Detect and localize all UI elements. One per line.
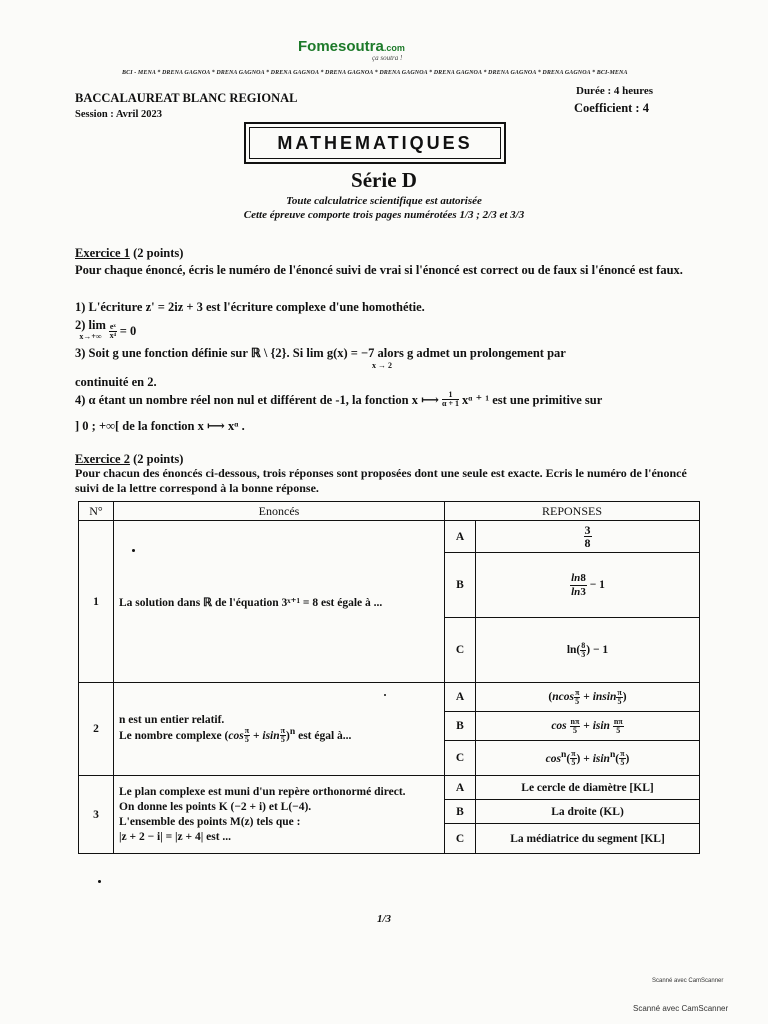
exercise2-intro: Pour chacun des énoncés ci-dessous, trois réponses sont proposées dont une seule est exacte. Ecris le numéro de l'énoncé suivi de la lettre correspond à la bonne réponse. (75, 466, 687, 495)
answer-letter: A (445, 683, 476, 712)
answer-option: (ncos $\frac{\pi}{5}$ + insin $\frac{\pi}{5}$ ) (476, 683, 700, 712)
answer-letter: C (445, 741, 476, 776)
answer-letter: B (445, 553, 476, 618)
exercise1-q2: 2) lim x→+∞ $\frac{\text{eˣ}}{\text{x⁴}}$ = 0 (75, 318, 137, 341)
dren-line: BCI - MENA * DRENA GAGNOA * DRENA GAGNOA * DRENA GAGNOA * DRENA GAGNOA * DRENA GAGNOA * DRENA GAGNOA * DRENA GAGNOA * DRENA GAGNOA * BCI-MENA (122, 70, 628, 76)
calculator-note: Toute calculatrice scientifique est autorisée (286, 195, 482, 207)
header-enonces: Enoncés (114, 502, 445, 521)
answer-option: $\frac{\ln 8}{\ln 3}$ − 1 (476, 553, 700, 618)
answer-letter: A (445, 776, 476, 800)
scanner-watermark: Scanné avec CamScanner (633, 1004, 729, 1013)
stray-dot (132, 549, 135, 552)
exam-duration: Durée : 4 heures (576, 85, 654, 97)
header-no: N° (79, 502, 114, 521)
exercise1-q1: 1) L'écriture z' = 2iz + 3 est l'écriture complexe d'une homothétie. (75, 300, 425, 314)
question-text: Le plan complexe est muni d'un repère orthonormé direct. On donne les points K (−2 + i) et L(−4). L'ensemble des points M(z) tels que : |z + 2 − i| = |z + 4| est ... (114, 776, 445, 854)
serie-title: Série D (351, 168, 417, 192)
exercise1-q3-end: continuité en 2. (75, 375, 157, 389)
scanner-watermark-small: Scanné avec CamScanner (652, 978, 724, 984)
exercise1-intro: Pour chaque énoncé, écris le numéro de l'énoncé suivi de vrai si l'énoncé est correct ou de faux si l'énoncé est faux. (75, 263, 683, 277)
answer-option: Le cercle de diamètre [KL] (476, 776, 700, 800)
answer-letter: C (445, 618, 476, 683)
question-number: 1 (79, 521, 114, 683)
site-logo: Fomesoutra.com (298, 38, 405, 55)
subject-title: MATHEMATIQUES (249, 127, 501, 159)
exercise1-q4: 4) α étant un nombre réel non nul et différent de -1, la fonction x ⟼ $\frac{1}{\alpha + 1}$ xᵅ ⁺ ¹ est une primitive sur (75, 390, 603, 408)
exam-title: BACCALAUREAT BLANC REGIONAL (75, 91, 298, 105)
exercise1-title: Exercice 1 (2 points) (75, 246, 184, 260)
stray-dot (384, 694, 386, 696)
question-number: 2 (79, 683, 114, 776)
exercise1-q3: 3) Soit g une fonction définie sur ℝ \ {2}. Si lim g(x) = −7 alors g admet un prolongement par (75, 346, 566, 360)
table-header-row (79, 502, 700, 521)
question-number: 3 (79, 776, 114, 854)
exercise2-title: Exercice 2 (2 points) (75, 452, 184, 466)
page-number: 1/3 (376, 913, 392, 925)
answer-letter: B (445, 712, 476, 741)
answer-letter: B (445, 800, 476, 824)
table-row (79, 776, 700, 800)
answers-table (78, 501, 700, 854)
logo-tagline: ça soutra ! (372, 54, 403, 62)
table-row (79, 521, 700, 553)
answer-option: $\frac{3}{8}$ (476, 521, 700, 553)
answer-option: $\cos^n$( $\frac{\pi}{5}$ ) + isin$^n$( $\frac{\pi}{5}$ ) (476, 741, 700, 776)
exercise1-q3-sub: x → 2 (372, 361, 392, 370)
question-text: n est un entier relatif. Le nombre complexe (cos $\frac{\pi}{5}$ + isin $\frac{\pi}{5}$ )$^n$ est égal à... (114, 683, 445, 776)
pages-note: Cette épreuve comporte trois pages numérotées 1/3 ; 2/3 et 3/3 (243, 209, 525, 221)
header-reponses: REPONSES (445, 502, 700, 521)
answer-letter: C (445, 824, 476, 854)
answer-option: cos $\frac{n\pi}{5}$ + isin $\frac{n\pi}{5}$ (476, 712, 700, 741)
answer-option: ln( $\frac{8}{3}$ ) − 1 (476, 618, 700, 683)
answer-option: La médiatrice du segment [KL] (476, 824, 700, 854)
answer-option: La droite (KL) (476, 800, 700, 824)
answer-letter: A (445, 521, 476, 553)
question-text: La solution dans ℝ de l'équation 3ˣ⁺¹ = 8 est égale à ... (114, 521, 445, 683)
table-row (79, 683, 700, 712)
exam-coefficient: Coefficient : 4 (574, 101, 649, 115)
stray-dot (98, 880, 101, 883)
subject-box (244, 122, 506, 164)
exam-session: Session : Avril 2023 (75, 109, 163, 120)
exercise1-q4-end: ] 0 ; +∞[ de la fonction x ⟼ xᵅ . (75, 419, 245, 433)
